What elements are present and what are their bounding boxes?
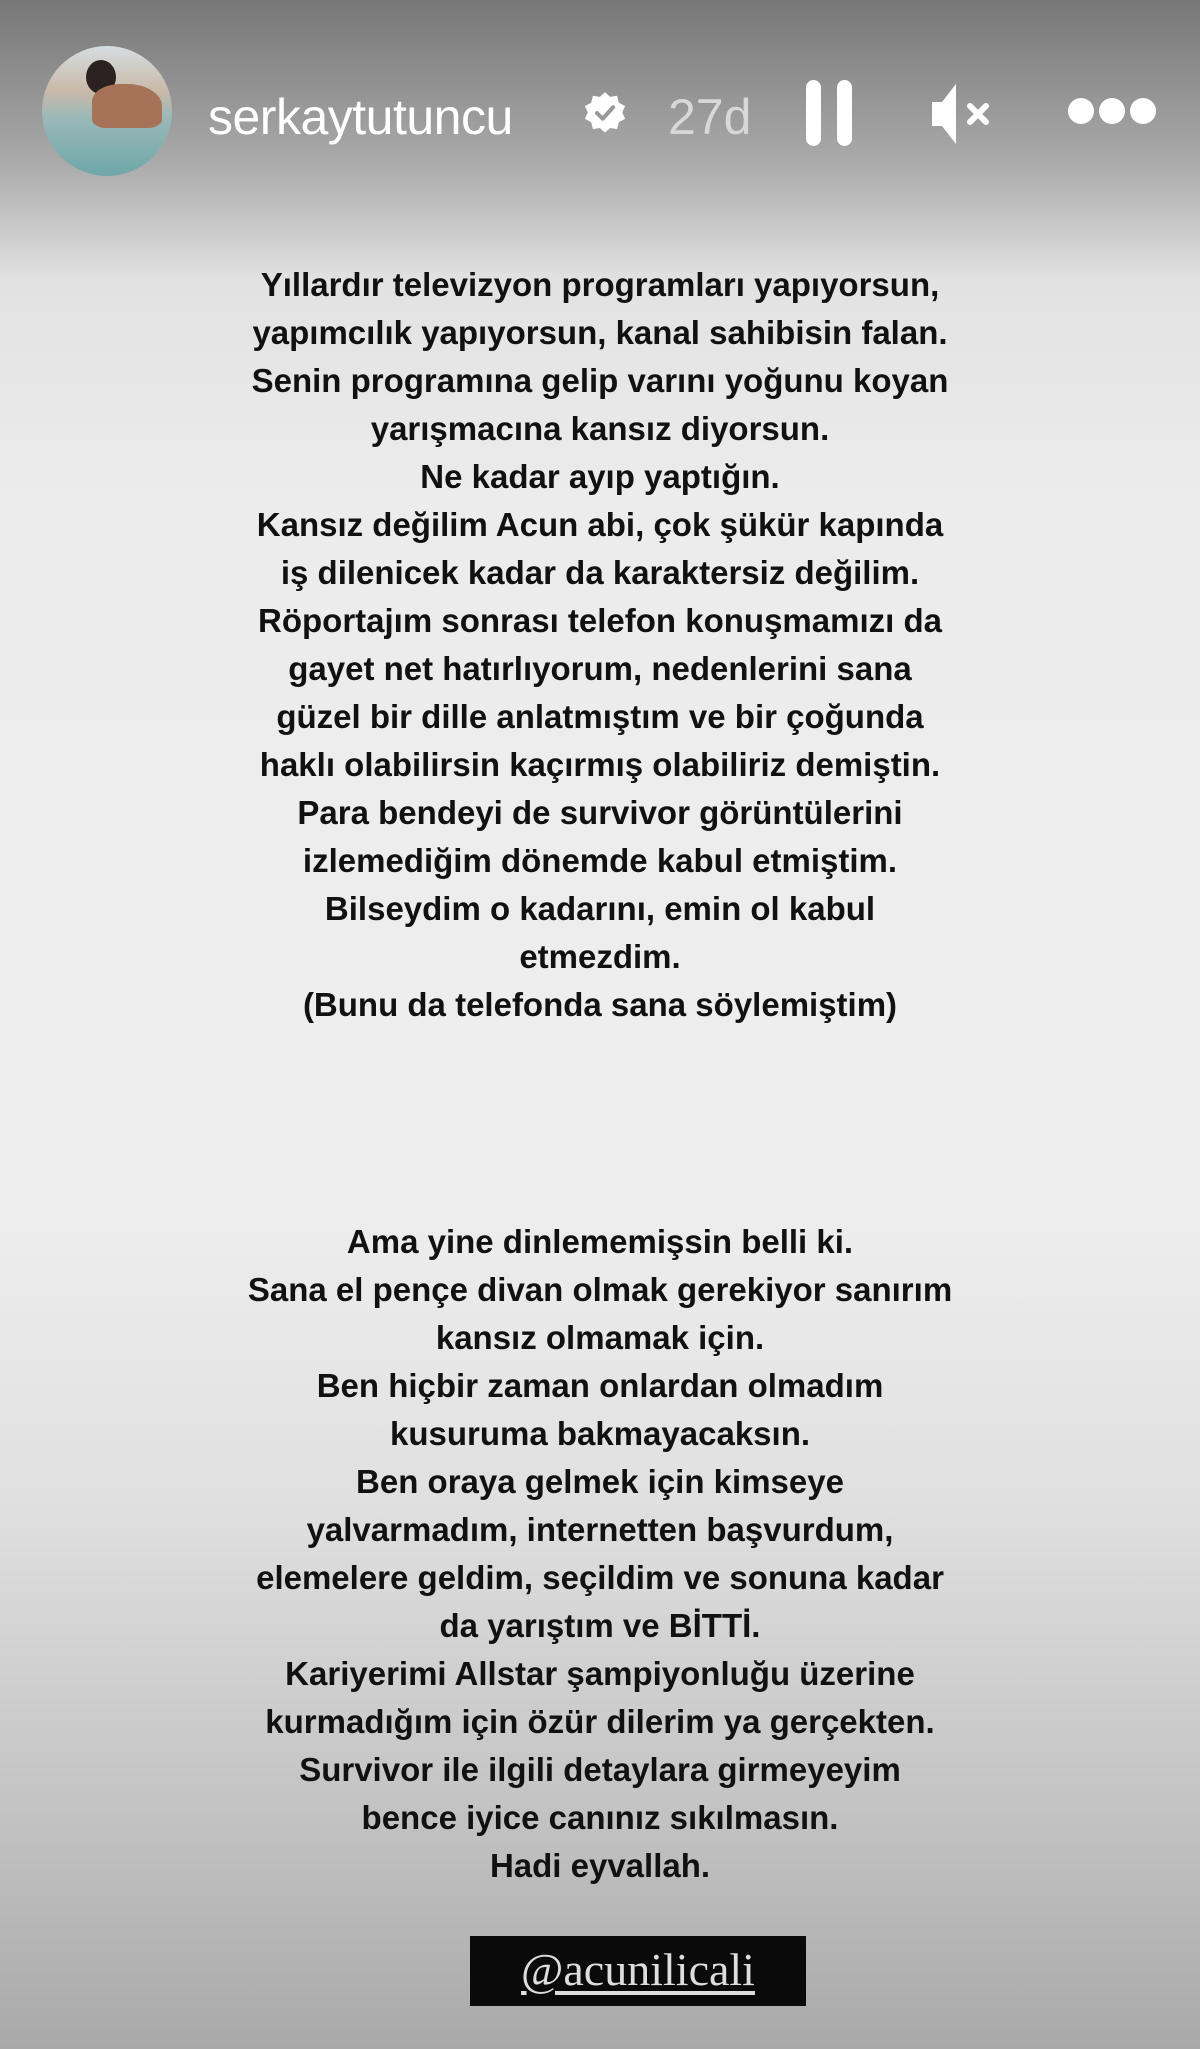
pause-icon[interactable] <box>806 80 852 146</box>
story-text-line: Röportajım sonrası telefon konuşmamızı da <box>258 602 942 639</box>
story-text-line: Kariyerimi Allstar şampiyonluğu üzerine <box>285 1655 915 1692</box>
story-text-line: haklı olabilirsin kaçırmış olabiliriz demiştin. <box>259 746 941 783</box>
story-text-line: Ben hiçbir zaman onlardan olmadım <box>316 1367 884 1404</box>
story-text-line: iş dilenicek kadar da karaktersiz değilim. <box>280 554 920 591</box>
story-text-paragraph-2 <box>0 1218 1200 1890</box>
story-text-line: Kansız değilim Acun abi, çok şükür kapında <box>256 506 944 543</box>
story-text-line: yarışmacına kansız diyorsun. <box>370 410 830 447</box>
story-text-line: Sana el pençe divan olmak gerekiyor sanırım <box>247 1271 953 1308</box>
story-text-line: Ne kadar ayıp yaptığın. <box>420 458 780 495</box>
mention-sticker[interactable] <box>470 1936 806 2006</box>
story-text-line: Para bendeyi de survivor görüntülerini <box>297 794 903 831</box>
story-text-line: Ben oraya gelmek için kimseye <box>356 1463 844 1500</box>
username[interactable]: serkaytutuncu <box>208 89 513 145</box>
more-icon[interactable] <box>1068 96 1156 126</box>
story-text-line: Hadi eyvallah. <box>489 1847 711 1884</box>
story-text-line: bence iyice canınız sıkılmasın. <box>361 1799 839 1836</box>
story-text-line: yalvarmadım, internetten başvurdum, <box>306 1511 894 1548</box>
story-text-line: Bilseydim o kadarını, emin ol kabul <box>324 890 876 927</box>
story-text-line: yapımcılık yapıyorsun, kanal sahibisin falan. <box>252 314 948 351</box>
story-text-line: kusuruma bakmayacaksın. <box>389 1415 811 1452</box>
story-header <box>0 0 1200 230</box>
story-text-line: da yarıştım ve BİTTİ. <box>439 1607 761 1644</box>
story-text-line: Senin programına gelip varını yoğunu koyan <box>251 362 949 399</box>
time-ago: 27d <box>668 89 752 145</box>
story-text-line: gayet net hatırlıyorum, nedenlerini sana <box>288 650 912 687</box>
story-text-line: elemelere geldim, seçildim ve sonuna kadar <box>256 1559 944 1596</box>
story-text-line: kansız olmamak için. <box>435 1319 765 1356</box>
story-text-paragraph-1 <box>0 261 1200 1029</box>
story-text-line: güzel bir dille anlatmıştım ve bir çoğunda <box>276 698 924 735</box>
story-text-line: etmezdim. <box>519 938 681 975</box>
mute-icon[interactable] <box>930 82 996 146</box>
avatar[interactable] <box>42 46 172 176</box>
story-text-line: izlemediğim dönemde kabul etmiştim. <box>302 842 898 879</box>
story-text-line: kurmadığım için özür dilerim ya gerçekten. <box>265 1703 935 1740</box>
story-text-line: Survivor ile ilgili detaylara girmeyeyim <box>299 1751 901 1788</box>
mention-text[interactable]: @acunilicali <box>521 1944 755 1995</box>
story-text-line: (Bunu da telefonda sana söylemiştim) <box>302 986 898 1023</box>
story-text-line: Yıllardır televizyon programları yapıyorsun, <box>260 266 940 303</box>
story-text-line: Ama yine dinlememişsin belli ki. <box>346 1223 854 1260</box>
verified-badge-icon <box>582 90 628 136</box>
